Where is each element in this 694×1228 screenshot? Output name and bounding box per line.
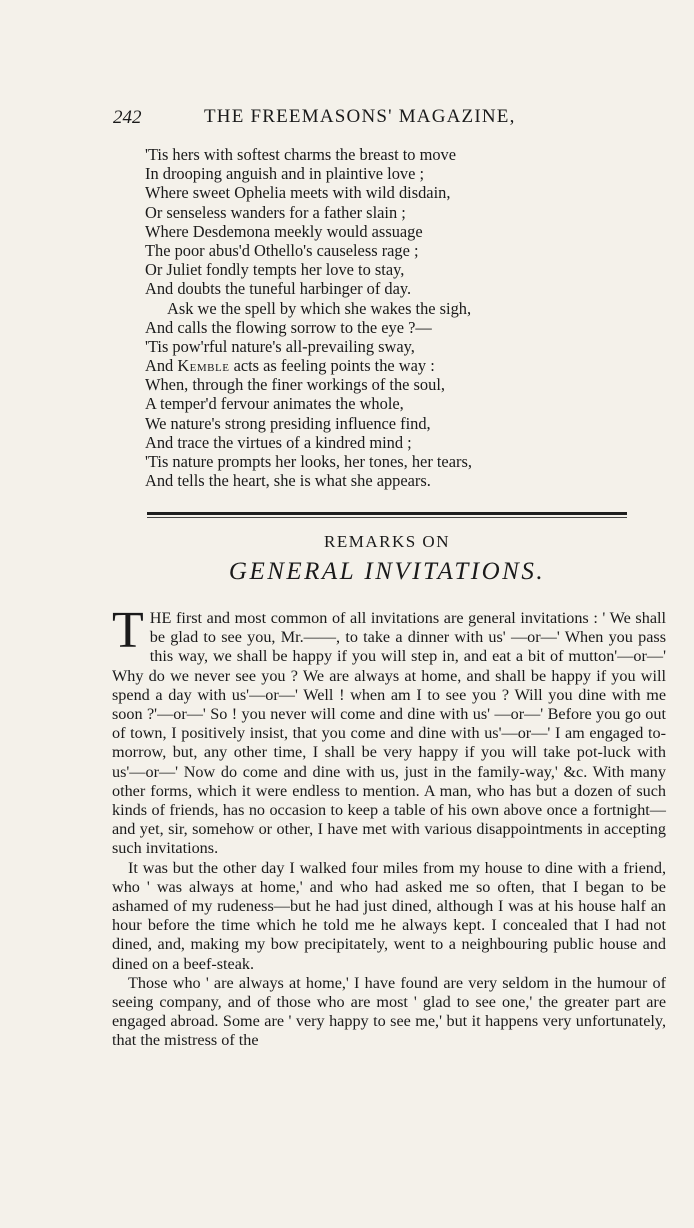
page-header (0, 104, 694, 134)
paragraph: Those who ' are always at home,' I have found are very seldom in the humour of seeing company, and of those who are most ' glad to see one,' the greater part are engaged abroad. Some are ' very happy to see me,' but it happens very unfortunately, that the mistress of the (112, 973, 666, 1050)
poem-line: And trace the virtues of a kindred mind ; (145, 432, 412, 452)
paragraph (112, 602, 666, 859)
poem-line: The poor abus'd Othello's causeless rage ; (145, 240, 419, 260)
section-kicker: REMARKS ON (324, 532, 450, 551)
poem-word: And (145, 356, 174, 376)
section-divider (147, 512, 627, 515)
poem-line: Or senseless wanders for a father slain ; (145, 202, 406, 222)
poem-line: Where Desdemona meekly would assuage (145, 221, 423, 241)
poem-line: 'Tis pow'rful nature's all-prevailing sway, (145, 336, 415, 356)
article-body (112, 602, 666, 1051)
page-number: 242 (113, 107, 142, 128)
poem-line-kemble (145, 356, 575, 375)
running-head: THE FREEMASONS' MAGAZINE, (204, 106, 516, 127)
poem-line: And tells the heart, she is what she appears. (145, 471, 431, 491)
poem (145, 145, 575, 490)
drop-cap: T (112, 602, 144, 659)
poem-line: We nature's strong presiding influence find, (145, 413, 431, 433)
section-title: GENERAL INVITATIONS. (228, 558, 546, 585)
poem-line: In drooping anguish and in plaintive love ; (145, 164, 425, 184)
poem-line-rest: acts as feeling points the way : (233, 356, 435, 376)
actor-name: Kemble (177, 356, 230, 376)
poem-line: 'Tis nature prompts her looks, her tones, her tears, (145, 452, 472, 471)
paragraph-text: HE first and most common of all invitations are general invitations : ' We shall be glad to see you, Mr.——, to take a dinner with us' —or—' When you pass this way, we shall be happy if you will step in, and eat a bit of mutton'—or—' Why do we never see you ? We are always at home, and shall be happy if you will spend a day with us'—or—' Well ! when am I to see you ? Will you dine with me soon ?'—or—' So ! you never will come and dine with us' —or—' Before you go out of town, I positively insist, that you come and dine with us'—or—' I am engaged to-morrow, but, any other time, I shall be very happy if you will take pot-luck with us'—or—' Now do come and dine with us, just in the family-way,' &c. With many other forms, which it were endless to mention. A man, who has but a dozen of such kinds of friends, has no occasion to keep a table of his own above once a fortnight—and yet, sir, somehow or other, I have met with various disappointments in accepting such invitations. (112, 609, 666, 858)
poem-line: And doubts the tuneful harbinger of day. (145, 279, 412, 299)
poem-line: Or Juliet fondly tempts her love to stay, (145, 260, 405, 280)
poem-line: Ask we the spell by which she wakes the sigh, (167, 298, 472, 318)
poem-line: And calls the flowing sorrow to the eye ?— (145, 317, 432, 337)
paragraph: It was but the other day I walked four miles from my house to dine with a friend, who ' was always at home,' and who had asked me so often, that I began to be ashamed of my rudeness—but he had just dined, although I was at his house half an hour before the time which he told me he always kept. I concealed that I had not dined, and, making my bow precipitately, went to a neighbouring public house and dined on a beef-steak. (112, 858, 666, 973)
poem-line: A temper'd fervour animates the whole, (145, 394, 404, 414)
poem-line: When, through the finer workings of the soul, (145, 375, 445, 395)
section-divider-thin (147, 517, 627, 518)
poem-line: 'Tis hers with softest charms the breast to move (145, 145, 456, 164)
poem-line: Where sweet Ophelia meets with wild disdain, (145, 183, 451, 203)
